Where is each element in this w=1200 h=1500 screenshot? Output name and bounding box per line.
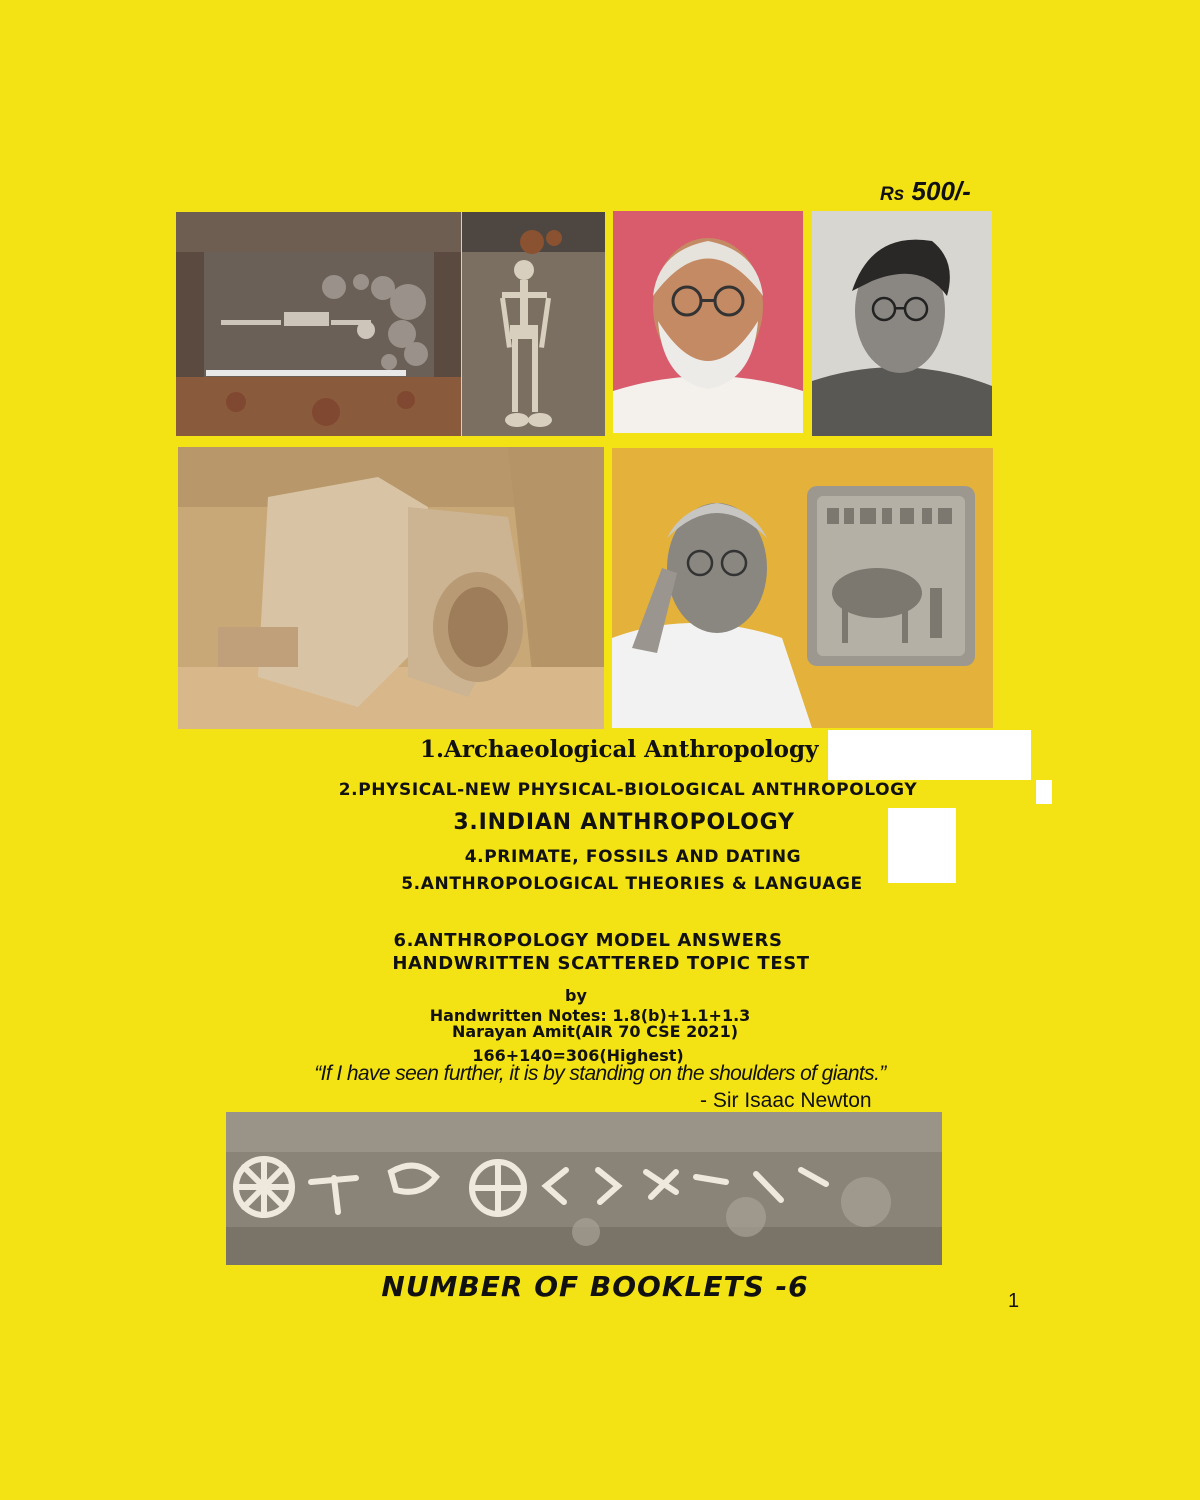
by-label: by	[565, 986, 587, 1005]
handwritten-notes: Handwritten Notes: 1.8(b)+1.1+1.3	[429, 1006, 751, 1025]
topic-5: 5.ANTHROPOLOGICAL THEORIES & LANGUAGE	[401, 874, 863, 894]
blank-box	[828, 730, 1031, 780]
seal-and-elder-photo	[612, 448, 993, 728]
topic-1: 1.Archaeological Anthropology	[420, 736, 819, 763]
newton-quote: “If I have seen further, it is by standing on the shoulders of giants.”	[314, 1062, 886, 1085]
indus-signboard-photo	[226, 1112, 942, 1265]
portrait-bearded-man-photo	[613, 211, 803, 433]
topic-4: 4.PRIMATE, FOSSILS AND DATING	[464, 847, 802, 867]
portrait-young-man-photo	[812, 211, 992, 436]
chariot-excavation-photo	[178, 447, 604, 729]
burial-excavation-photo	[176, 212, 461, 436]
price-currency: Rs	[880, 184, 905, 205]
topic-2: 2.PHYSICAL-NEW PHYSICAL-BIOLOGICAL ANTHROPOLOGY	[338, 780, 918, 800]
price-tag	[880, 176, 971, 207]
page-number: 1	[1008, 1290, 1020, 1312]
skeleton-burial-photo	[462, 212, 605, 436]
topic-6-title: 6.ANTHROPOLOGY MODEL ANSWERS	[393, 930, 783, 951]
topic-3: 3.INDIAN ANTHROPOLOGY	[453, 810, 795, 835]
author-name: Narayan Amit(AIR 70 CSE 2021)	[451, 1022, 739, 1041]
topic-6-subtitle: HANDWRITTEN SCATTERED TOPIC TEST	[392, 953, 810, 974]
booklets-count: NUMBER OF BOOKLETS -6	[381, 1270, 809, 1303]
author-score: 166+140=306(Highest)	[472, 1046, 684, 1065]
price-amount: 500/-	[911, 176, 971, 206]
quote-author: - Sir Isaac Newton	[700, 1089, 872, 1112]
